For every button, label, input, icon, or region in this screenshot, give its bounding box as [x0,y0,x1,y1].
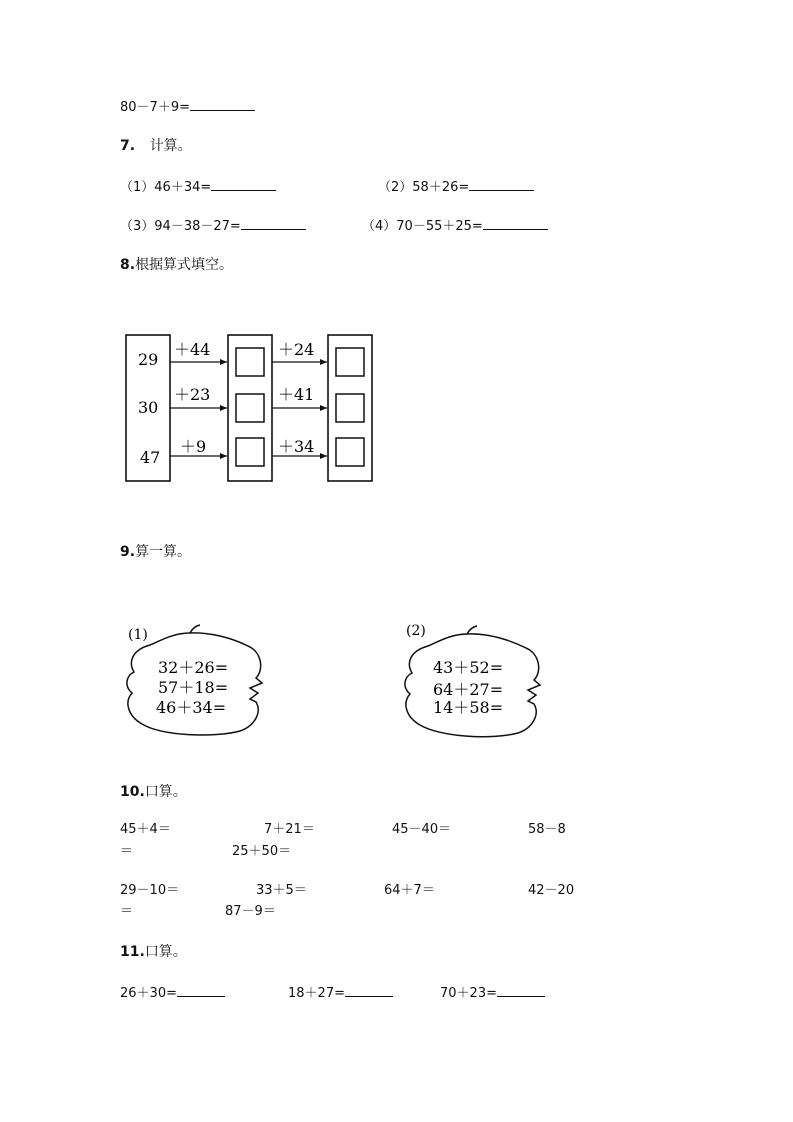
answer-blank[interactable] [345,984,393,997]
start-value: 30 [138,398,159,417]
q10-item: 87－9＝ [225,904,276,919]
q11-expr: 18＋27= [288,986,345,1001]
q7-item-label: （3） [120,219,155,234]
answer-blank[interactable] [177,984,225,997]
q10-item: 45－40＝ [392,822,452,837]
q7-item-label: （2） [378,180,413,195]
q11-title: 口算。 [144,944,187,960]
q11-expr: 70＋23= [440,986,497,1001]
q10-item: 25＋50＝ [232,844,292,859]
start-value: 47 [140,448,161,467]
apple-expr: 46＋34= [156,698,227,717]
answer-box[interactable] [336,348,364,376]
op-label: ＋9 [180,437,207,456]
answer-blank[interactable] [497,984,545,997]
answer-box[interactable] [336,438,364,466]
apple-stem [467,626,477,634]
q7-item-expr: 46＋34= [154,180,212,195]
q11-expr: 26＋30= [120,986,177,1001]
op-label: ＋24 [278,340,315,359]
q6-tail-expr: 80－7＋9= [120,100,190,115]
op-label: ＋41 [278,385,315,404]
q9-number: 9. [120,544,136,560]
q8-title: 根据算式填空。 [135,257,234,273]
answer-box[interactable] [236,438,264,466]
q11-item [288,984,393,1002]
q10-item: 29－10＝ [120,883,180,898]
q10-item: 7＋21＝ [264,822,315,837]
apple-expr: 57＋18= [158,678,229,697]
q10-item: ＝ [120,904,134,919]
apple-stem [190,625,200,633]
q10-item: 33＋5＝ [256,883,307,898]
op-label: ＋44 [174,340,211,359]
op-label: ＋34 [278,437,315,456]
q8-number: 8. [120,257,136,273]
q10-item: ＝ [120,844,134,859]
q10-number: 10. [120,784,145,800]
q7-item-label: （1） [120,180,155,195]
q10-item: 42－20 [528,883,575,898]
q7-number: 7. [120,138,136,154]
apple-expr: 43＋52= [433,658,504,677]
q10-heading [120,784,187,800]
apple-label: (2) [406,623,426,639]
q11-heading [120,944,187,960]
q7-item-expr: 70－55＋25= [396,219,483,234]
q9-title: 算一算。 [135,544,192,560]
q7-title: 计算。 [149,138,192,154]
q11-item [120,984,225,1002]
op-label: ＋23 [174,385,211,404]
q11-number: 11. [120,944,145,960]
start-value: 29 [138,350,159,369]
q11-item [440,984,545,1002]
q7-item-label: （4） [362,219,397,234]
q10-item: 58－8 [528,822,566,837]
q7-item-expr: 58＋26= [412,180,470,195]
q7-item-expr: 94－38－27= [154,219,241,234]
q9-heading [120,544,191,560]
q10-item: 45＋4＝ [120,822,171,837]
apple-expr: 32＋26= [158,658,229,677]
q10-item: 64＋7＝ [384,883,435,898]
apple-expr: 14＋58= [433,698,504,717]
apple-expr: 64＋27= [433,680,504,699]
apple-label: (1) [128,627,148,643]
q10-title: 口算。 [144,784,187,800]
answer-box[interactable] [236,394,264,422]
answer-box[interactable] [336,394,364,422]
answer-box[interactable] [236,348,264,376]
